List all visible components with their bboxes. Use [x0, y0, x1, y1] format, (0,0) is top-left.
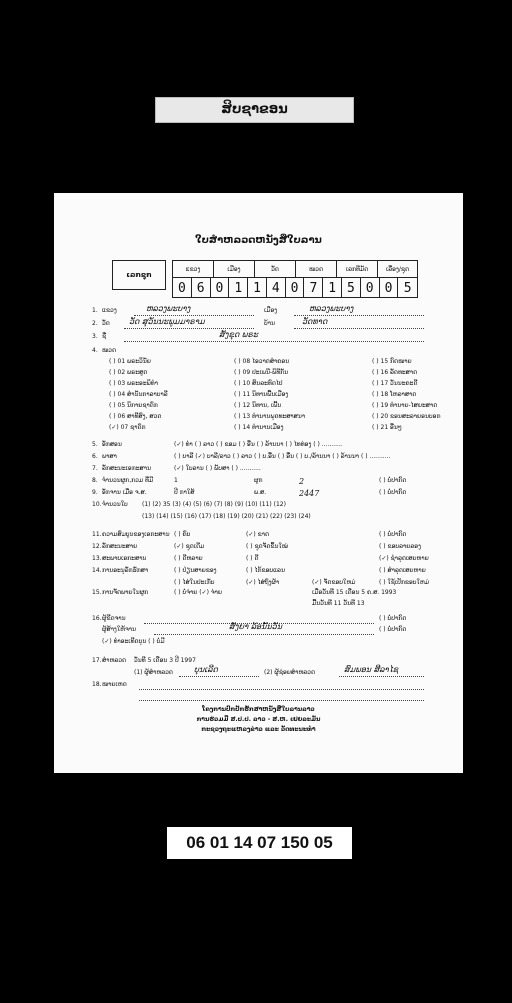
- code-digit: 0: [286, 278, 305, 298]
- district-label: ເມືອງ: [264, 307, 278, 314]
- category-option: ( ) 15 ກົດໝາຍ: [372, 358, 412, 365]
- temple-label: ວັດ: [102, 320, 110, 327]
- code-header: ເມືອງ: [214, 261, 255, 277]
- field-suffix: ພ.ສ.: [254, 489, 267, 496]
- category-option: ( ) 20 ຂອນສະລາຍອນບອກ: [372, 413, 441, 420]
- arrangement-date-2: ມື້ນວັນທີ 11 ວັນທີ 13: [312, 600, 365, 607]
- assistant-value: ສົມພອນ ສີລາໄຊ: [344, 665, 399, 674]
- code-digit: 0: [211, 278, 230, 298]
- field-suffix-2: ( ) ບໍ່ປາກົດ: [379, 477, 407, 484]
- code-digit: 1: [248, 278, 267, 298]
- category-option: ( ) 18 ໂຫລາສາດ: [372, 391, 417, 398]
- footer-line-2: ການຮ່ວມມື ສ.ປ.ປ. ລາວ - ສ.ຫ. ເຢຍລະມັນ: [196, 716, 321, 723]
- merit-options: (✓) ທໍາອະເທີດບຸນ ( ) ບໍ່ມີ: [102, 638, 165, 645]
- code-digit: 7: [304, 278, 323, 298]
- temple-value: ວັດ ສຸວັນນະພູມມາຣາມ: [129, 317, 205, 326]
- status-option: ( ) ດີ: [246, 555, 259, 562]
- village-label: ບ້ານ: [264, 320, 275, 327]
- row-number: 2.: [92, 320, 98, 327]
- code-digit: 5: [342, 278, 361, 298]
- scribe-unknown-1: ( ) ບໍ່ປາກົດ: [379, 615, 407, 622]
- code-digit: 1: [229, 278, 248, 298]
- code-digit: 4: [267, 278, 286, 298]
- code-digit: 6: [192, 278, 211, 298]
- code-header: ແຂວງ: [173, 261, 214, 277]
- category-label: ໝວດ: [102, 347, 116, 354]
- status-option: ( ) ຄົບ: [174, 531, 191, 538]
- village-value: ວັດທາດ: [302, 317, 328, 326]
- code-digit: 0: [173, 278, 192, 298]
- category-option: ( ) 13 ທຳນານພຸດທະສາສນາ: [234, 413, 306, 420]
- status-option: ( ) ໄກ້ຂອບແລນ: [246, 567, 285, 574]
- row14-extra-c: (✓) ຈັດຂອບໃຫມ່: [312, 579, 356, 586]
- row14-extra-a: ( ) ໄສ່ໃນປະເກັບ: [174, 579, 215, 586]
- category-option: ( ) 10 ສິນລະທົດໄປ: [234, 380, 283, 387]
- arrangement-date-1: ເມື່ອວັນທີ 15 ເດືອນ 5 ຄ.ສ. 1993: [312, 589, 397, 596]
- status-label: ລັກສະນະສາຍ: [102, 543, 138, 550]
- row-number: 11.: [92, 531, 102, 538]
- field-label: ພາສາ: [102, 453, 117, 460]
- surveyor-label: (1) ຜູ້ສຳຫລວດ: [134, 669, 173, 676]
- field-label: ຈຳນວນຜູກ,ກວມ ທີ່ມີ: [102, 477, 154, 484]
- row-number: 13.: [92, 555, 102, 562]
- sponsor-value: ສັ່ງຍາ ລ້ອນັ້ນວັນ: [229, 622, 282, 631]
- category-option: ( ) 21 ອື່ນໆ: [372, 424, 402, 431]
- row14-extra-d: ( ) ໃຊ້ເປັກຂອບໃຫມ່: [379, 579, 429, 586]
- code-digit: 0: [361, 278, 380, 298]
- category-option: ( ) 01 ພຣະວິນັຍ: [109, 358, 151, 365]
- field-value-2: 2447: [299, 489, 320, 498]
- row-number: 12.: [92, 543, 102, 550]
- category-option: ( ) 19 ທຳນາຍ-ໄສຍະສາດ: [372, 402, 438, 409]
- status-label: ການອະນຸລັກຮັກສາ: [102, 567, 149, 574]
- code-header: ວັດ: [255, 261, 296, 277]
- status-option: ( ) ສຳລຸດເສຍຫາຍ: [379, 567, 426, 574]
- scribe-unknown-2: ( ) ບໍ່ປາກົດ: [379, 626, 407, 633]
- status-option: ( ) ຂອບລາຍລອງ: [379, 543, 421, 550]
- code-header: ເລື່ອງ/ຊຸດ: [386, 265, 409, 273]
- category-option: ( ) 12 ນິທານ, ເພີ້ນ: [234, 402, 282, 409]
- field-value: ( ) ບາລີ (✓) ບາລີ/ລາວ ( ) ລາວ ( ) ບ.ອື່ນ ( ) ອື່ນ ( ) ບ./ລ້ານນາ ( ) ລ້ານນາ ( ) ...........: [174, 453, 391, 460]
- category-option: ( ) 02 ພຣະສູດ: [109, 369, 148, 376]
- row14-extra-b: (✓) ໄສ່ຖົງຜ້າ: [246, 579, 280, 586]
- title-value: ສັງຂຸດ ພຣະ: [219, 330, 258, 339]
- row-number: 1.: [92, 307, 98, 314]
- category-option: ( ) 03 ພຣະອະພິທຳ: [109, 380, 158, 387]
- field-suffix: ຜູກ: [254, 477, 263, 484]
- remarks-label: ໝາຍເຫດ: [102, 681, 127, 688]
- province-label: ແຂວງ: [102, 307, 117, 314]
- status-option: ( ) ບໍ່ປາກົດ: [379, 531, 407, 538]
- leaves-line-2: (13) (14) (15) (16) (17) (18) (19) (20) (21) (22) (23) (24): [142, 513, 311, 520]
- field-value: (✓) ໃບລານ ( ) ພັບສາ ( ) ...........: [174, 465, 261, 472]
- row-number: 8.: [92, 477, 98, 484]
- form-title: ໃບສໍາຫລວດຫນັງສືໃບລານ: [195, 235, 322, 246]
- field-value: 1: [174, 477, 178, 484]
- code-label: ເລກຊຸກ: [112, 260, 166, 290]
- category-option: ( ) 05 ນິກາຍຊາດົກ: [109, 402, 158, 409]
- code-header: ໝວດ: [296, 261, 337, 277]
- field-value-2: 2: [299, 477, 305, 486]
- leaves-line-1: (1) (2) 35 (3) (4) (5) (6) (7) (8) (9) (10) (11) (12): [142, 501, 286, 508]
- category-option: (✓) 07 ຊາດົກ: [109, 424, 146, 431]
- survey-date: ວັນທີ 5 ເດືອນ 3 ປີ 1997: [134, 657, 196, 664]
- category-option: ( ) 16 ລັດທະສາດ: [372, 369, 418, 376]
- footer-line-1: ໂຄງການປົກປັກຮັກສາຫນັງສືໃບລານລາວ: [202, 706, 315, 713]
- sponsor-label: ຜູ້ສ້າງໃຫ້ຈານ: [102, 626, 136, 633]
- category-option: ( ) 11 ນິທານພື້ນເມືອງ: [234, 391, 289, 398]
- survey-form: ໃບສໍາຫລວດຫນັງສືໃບລານ ເລກຊຸກ ແຂວງ ເມືອງ ວັດ ໝວດ ເລກທີມັດ ເລື່ອງ/ຊຸດ 0 6 0 1 1 4 0 7 1 5 0 0 5 1. ແຂວງ ຫລວງພະບາງ ເມືອງ ຫລວງພະບາງ 2. ວັດ ວັດ ສຸວັນນະພູມມາຣາມ ບ້ານ ວັດທາດ 3. ຊື່ ສັງຂຸດ ພຣະ 4. ໝວດ ( ) 01 ພຣະວິນັຍ ( ) 08 ໄອວາດສຳຄອນ ( ) 15 ກົດໝາຍ ( ) 02 ພຣະສູດ ( ) 09 ປະເພນີ-ພິທີກັນ ( ) 16 ລັດທະສາດ ( ) 03 ພຣະອະພິທຳ ( ) 10 ສິນລະທົດໄປ ( ) 17 ວັນນະຄະດີ ( ) 04 ສຳນັນກາລາບາລີ ( ) 11 ນິທານພື້ນເມືອງ ( ) 18 ໂຫລາສາດ ( ) 05 ນິກາຍຊາດົກ ( ) 12 ນິທານ, ເພີ້ນ ( ) 19 ທຳນາຍ-ໄສຍະສາດ ( ) 06 ສາທີສົງ, ສວດ ( ) 13 ທຳນານພຸດທະສາສນາ ( ) 20 ຂອນສະລາຍອນບອກ (✓) 07 ຊາດົກ ( ) 14 ທຳນານເມືອງ ( ) 21 ອື່ນໆ 5. ອັກສອນ (✓) ທຳ ( ) ລາວ ( ) ຂອມ ( ) ອື່ນ ( ) ລ້ານນາ ( ) ໄທທ່ອງ ( ) ........... 6. ພາສາ ( ) ບາລີ (✓) ບາລີ/ລາວ ( ) ລາວ ( ) ບ.ອື່ນ ( ) ອື່ນ ( ) ບ./ລ້ານນາ ( ) ລ້ານນາ ( ) ........... 7. ລັກສະນະເອກະສານ (✓) ໃບລານ ( ) ພັບສາ ( ) ........... 8. ຈຳນວນຜູກ,ກວມ ທີ່ມີ 1 ຜູກ 2 ( ) ບໍ່ປາກົດ 9. ອັກຈານ ເມື່ອ ຈ.ສ. ປີ ກາໃສ້ ພ.ສ. 2447 ( ) ບໍ່ປາກົດ 10. ຈຳນວນໃບ (1) (2) 35 (3) (4) (5) (6) (7) (8) (9) (10) (11) (12) (13) (14) (15) (16) (17) (18) (19) (20) (21) (22) (23) (24) 11. ຄວາມສົມບູນຂອງເອກະສານ ( ) ຄົບ (✓) ຂາດ ( ) ບໍ່ປາກົດ 12. ລັກສະນະສາຍ (✓) ຊຸດເດີມ ( ) ຊຸດຈັດຂຶ້ນໃໝ່ ( ) ຂອບລາຍລອງ 13. ສະພາບເອກະສານ ( ) ດີຫລາຍ ( ) ດີ (✓) ຊຳລຸດເສຍຫາຍ 14. ການອະນຸລັກຮັກສາ ( ) ປ່ຽນສາຍຂອງ ( ) ໄກ້ຂອບແລນ ( ) ສຳລຸດເສຍຫາຍ ( ) ໄສ່ໃນປະເກັບ (✓) ໄສ່ຖົງຜ້າ (✓) ຈັດຂອບໃຫມ່ ( ) ໃຊ້ເປັກຂອບໃຫມ່ 15. ການຈັດພາຍໃນຜູກ ( ) ບໍ່ຈ່າຍ (✓) ຈ່າຍ ເມື່ອວັນທີ 15 ເດືອນ 5 ຄ.ສ. 1993 ມື້ນວັນທີ 11 ວັນທີ 13 16. ຜູ້ຂີດຈານ ( ) ບໍ່ປາກົດ ຜູ້ສ້າງໃຫ້ຈານ ສັ່ງຍາ ລ້ອນັ້ນວັນ ( ) ບໍ່ປາກົດ (✓) ທໍາອະເທີດບຸນ ( ) ບໍ່ມີ 17. ສຳຫລວດ ວັນທີ 5 ເດືອນ 3 ປີ 1997 (1) ຜູ້ສຳຫລວດ ບຸນເລີດ (2) ຜູ້ຊ່ອຍສຳຫລວດ ສົມພອນ ສີລາໄຊ 18. ໝາຍເຫດ ໂຄງການປົກປັກຮັກສາຫນັງສືໃບລານລາວ ການຮ່ວມມື ສ.ປ.ປ. ລາວ - ສ.ຫ. ເຢຍລະມັນ ກະຊວງຖະແຫລງຂ່າວ ແລະ ວັດທະນະທຳ: [54, 193, 463, 773]
- scribe-label: ຜູ້ຂີດຈານ: [102, 615, 126, 622]
- code-digit: 1: [323, 278, 342, 298]
- category-option: ( ) 14 ທຳນານເມືອງ: [234, 424, 284, 431]
- code-header: ເລກທີມັດ: [337, 261, 378, 277]
- row-number: 7.: [92, 465, 98, 472]
- leaves-label: ຈຳນວນໃບ: [102, 501, 128, 508]
- field-value: ປີ ກາໃສ້: [174, 489, 195, 496]
- code-grid: [172, 260, 418, 298]
- internal-arrangement-value: ( ) ບໍ່ຈ່າຍ (✓) ຈ່າຍ: [174, 589, 223, 596]
- survey-label: ສຳຫລວດ: [102, 657, 127, 664]
- status-option: ( ) ປ່ຽນສາຍຂອງ: [174, 567, 217, 574]
- status-option: (✓) ຊຸດເດີມ: [174, 543, 205, 550]
- bottom-reference-code: 06 01 14 07 150 05: [167, 827, 352, 859]
- row-number: 9.: [92, 489, 98, 496]
- row-number: 5.: [92, 441, 98, 448]
- province-value: ຫລວງພະບາງ: [146, 304, 191, 313]
- field-label: ລັກສະນະເອກະສານ: [102, 465, 151, 472]
- code-digit: 5: [403, 280, 412, 296]
- footer-line-3: ກະຊວງຖະແຫລງຂ່າວ ແລະ ວັດທະນະທຳ: [201, 726, 316, 733]
- status-option: ( ) ດີຫລາຍ: [174, 555, 203, 562]
- row-number: 14.: [92, 567, 102, 574]
- status-label: ສະພາບເອກະສານ: [102, 555, 147, 562]
- category-option: ( ) 04 ສຳນັນກາລາບາລີ: [109, 391, 168, 398]
- assistant-label: (2) ຜູ້ຊ່ອຍສຳຫລວດ: [264, 669, 315, 676]
- status-option: ( ) ຊຸດຈັດຂຶ້ນໃໝ່: [246, 543, 288, 550]
- category-option: ( ) 08 ໄອວາດສຳຄອນ: [234, 358, 290, 365]
- row-number: 6.: [92, 453, 98, 460]
- district-value: ຫລວງພະບາງ: [309, 304, 354, 313]
- title-label: ຊື່: [102, 333, 107, 340]
- row-number: 3.: [92, 333, 98, 340]
- category-option: ( ) 09 ປະເພນີ-ພິທີກັນ: [234, 369, 289, 376]
- category-option: ( ) 17 ວັນນະຄະດີ: [372, 380, 418, 387]
- internal-arrangement-label: ການຈັດພາຍໃນຜູກ: [102, 589, 149, 596]
- status-option: (✓) ຊຳລຸດເສຍຫາຍ: [379, 555, 429, 562]
- surveyor-value: ບຸນເລີດ: [194, 665, 218, 674]
- field-label: ອັກສອນ: [102, 441, 122, 448]
- category-option: ( ) 06 ສາທີສົງ, ສວດ: [109, 413, 162, 420]
- microfilm-header-label: ສິບຊາຂອນ: [155, 97, 354, 123]
- code-digit: 0: [380, 278, 399, 298]
- field-suffix-2: ( ) ບໍ່ປາກົດ: [379, 489, 407, 496]
- field-label: ອັກຈານ ເມື່ອ ຈ.ສ.: [102, 489, 147, 496]
- field-value: (✓) ທຳ ( ) ລາວ ( ) ຂອມ ( ) ອື່ນ ( ) ລ້ານນາ ( ) ໄທທ່ອງ ( ) ...........: [174, 441, 343, 448]
- status-label: ຄວາມສົມບູນຂອງເອກະສານ: [102, 531, 170, 538]
- status-option: (✓) ຂາດ: [246, 531, 269, 538]
